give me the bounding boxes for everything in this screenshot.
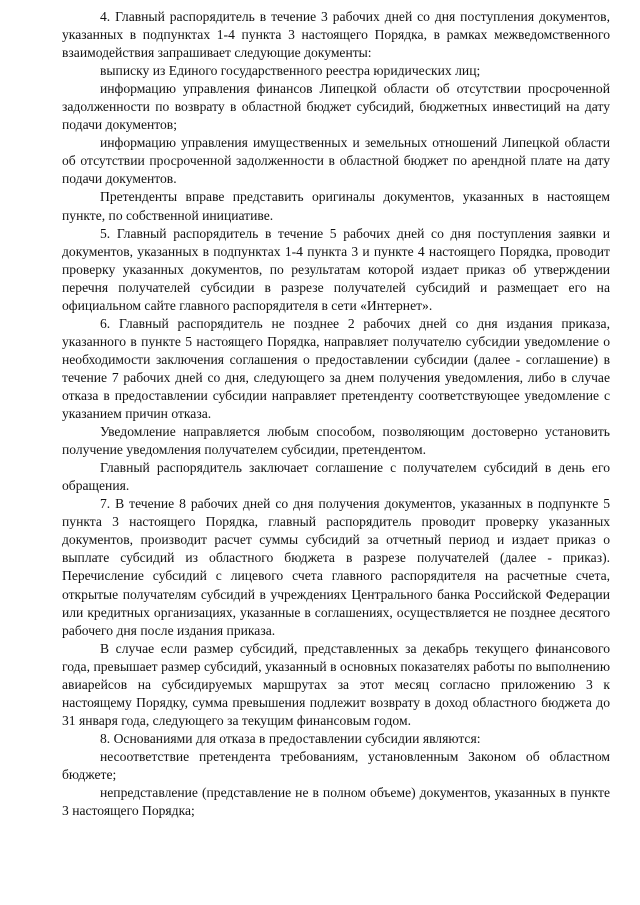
paragraph-4-item-egrul: выписку из Единого государственного реестра юридических лиц; — [100, 63, 481, 79]
paragraph-6-agreement: Главный распорядитель заключает соглашение с получателем субсидий в день его обращения. — [62, 460, 610, 494]
paragraph-8: 8. Основаниями для отказа в предоставлении субсидии являются: — [100, 730, 481, 746]
paragraph-4: 4. Главный распорядитель в течение 3 рабочих дней со дня поступления документов, указанных в подпунктах 1-4 пункта 3 настоящего Порядка, в рамках межведомственного взаимодействия запрашивает следующие документы: — [62, 9, 610, 61]
paragraph-8-item-documents: непредставление (представление не в полном объеме) документов, указанных в пункте 3 настоящего Порядка; — [62, 785, 610, 819]
paragraph-4-item-finance: информацию управления финансов Липецкой области об отсутствии просроченной задолженности по возврату в областной бюджет субсидий, бюджетных инвестиций на дату подачи документов; — [62, 81, 610, 133]
paragraph-6-notification: Уведомление направляется любым способом, позволяющим достоверно установить получение уведомления получателем субсидии, претендентом. — [62, 424, 610, 458]
paragraph-5: 5. Главный распорядитель в течение 5 рабочих дней со дня поступления заявки и документов, указанных в подпунктах 1-4 пункта 3 и пункте 4 настоящего Порядка, проводит проверку указанных документов, по результатам которой издает приказ об утверждении перечня получателей субсидии в разрезе получателей субсидий и размещает его на официальном сайте главного распорядителя в сети «Интернет». — [62, 225, 610, 313]
paragraph-6: 6. Главный распорядитель не позднее 2 рабочих дней со дня издания приказа, указанного в пункте 5 настоящего Порядка, направляет получателю субсидии уведомление о необходимости заключения соглашения о предоставлении субсидии (далее - соглашение) в течение 7 рабочих дней со дня, следующего за днем получения уведомления, либо в случае отказа в предоставлении субсидии направляет претенденту соответствующее уведомление с указанием причин отказа. — [62, 315, 610, 422]
document-page — [62, 8, 610, 820]
paragraph-7: 7. В течение 8 рабочих дней со дня получения документов, указанных в подпункте 5 пункта 3 настоящего Порядка, главный распорядитель проводит проверку указанных документов, производит расчет суммы субсидий за отчетный период и издает приказ о выплате субсидий из областного бюджета в разрезе получателей (далее - приказ). Перечисление субсидий с лицевого счета главного распорядителя на расчетные счета, открытые получателям субсидий в учреждениях Центрального банка Российской Федерации или кредитных организациях, указанные в соглашениях, осуществляется не позднее десятого рабочего дня после издания приказа. — [62, 496, 610, 638]
paragraph-4-originals: Претенденты вправе представить оригиналы документов, указанных в настоящем пункте, по собственной инициативе. — [62, 189, 610, 223]
paragraph-4-item-property: информацию управления имущественных и земельных отношений Липецкой области об отсутствии просроченной задолженности в областной бюджет по арендной плате на дату подачи документов. — [62, 135, 610, 187]
paragraph-7-excess: В случае если размер субсидий, представленных за декабрь текущего финансового года, превышает размер субсидий, указанный в основных показателях работы по выполнению авиарейсов на субсидируемых маршрутах за этот месяц согласно приложению 3 к настоящему Порядку, сумма превышения подлежит возврату в доход областного бюджета до 31 января года, следующего за текущим финансовым годом. — [62, 640, 610, 728]
paragraph-8-item-mismatch: несоответствие претендента требованиям, установленным Законом об областном бюджете; — [62, 748, 610, 782]
